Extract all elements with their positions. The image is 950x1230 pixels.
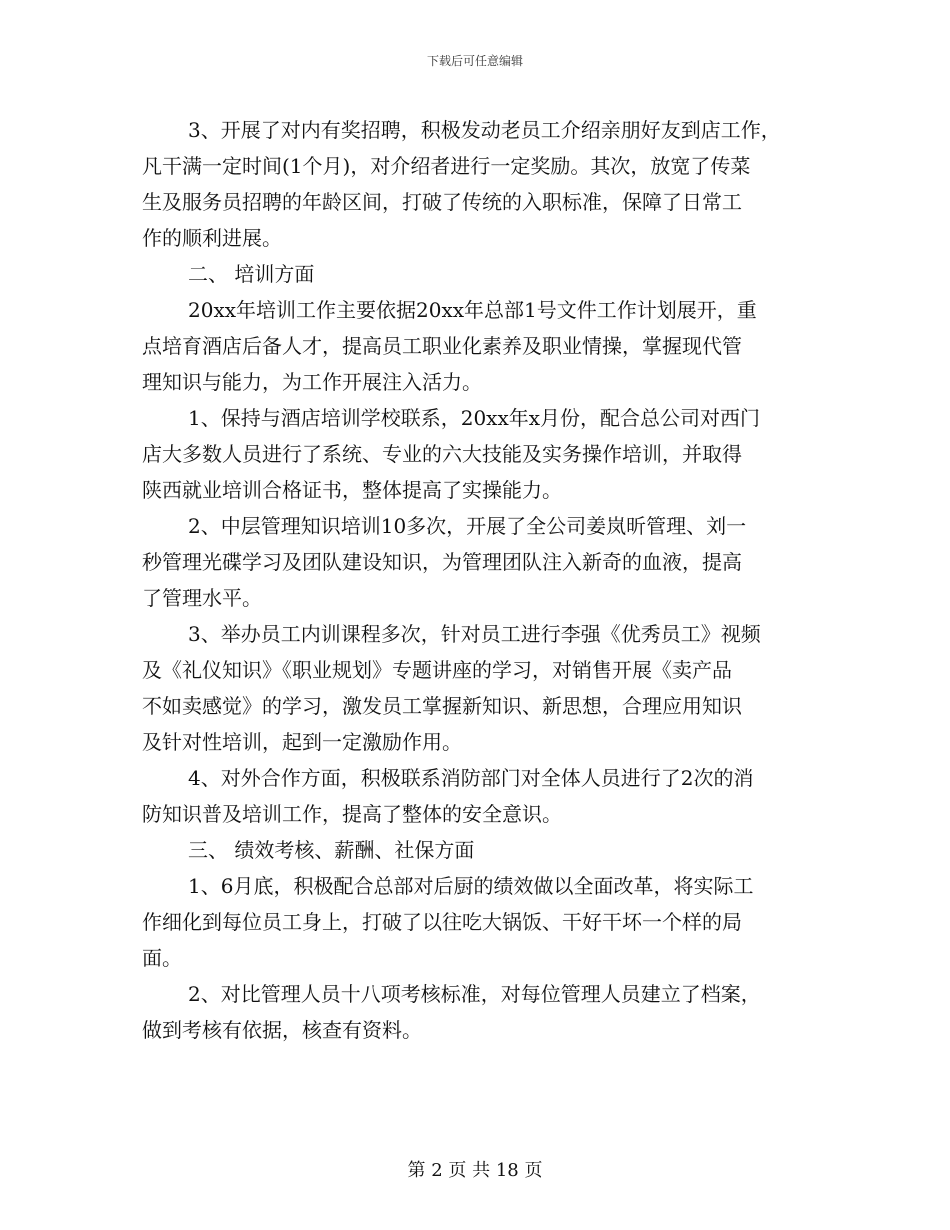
text-line: 及针对性培训，起到一定激励作用。 xyxy=(142,730,462,754)
text-line: 理知识与能力，为工作开展注入活力。 xyxy=(142,370,482,394)
page-number-footer: 第 2 页 共 18 页 xyxy=(407,1160,543,1181)
text-line: 秒管理光碟学习及团队建设知识，为管理团队注入新奇的血液，提高 xyxy=(142,550,742,574)
text-line: 店大多数人员进行了系统、专业的六大技能及实务操作培训，并取得 xyxy=(142,442,742,466)
text-line: 1、保持与酒店培训学校联系，20xx年x月份，配合总公司对西门 xyxy=(188,406,761,430)
text-line: 生及服务员招聘的年龄区间，打破了传统的入职标准，保障了日常工 xyxy=(142,190,742,214)
text-line: 作的顺利进展。 xyxy=(142,226,282,250)
text-line: 3、举办员工内训课程多次，针对员工进行李强《优秀员工》视频 xyxy=(188,622,761,646)
text-line: 及《礼仪知识》《职业规划》专题讲座的学习，对销售开展《卖产品 xyxy=(142,658,732,682)
text-line: 三、 绩效考核、薪酬、社保方面 xyxy=(188,838,475,862)
text-line: 2、中层管理知识培训10多次，开展了全公司姜岚昕管理、刘一 xyxy=(188,514,747,538)
text-line: 了管理水平。 xyxy=(142,586,262,610)
text-line: 陕西就业培训合格证书，整体提高了实操能力。 xyxy=(142,478,562,502)
text-line: 不如卖感觉》的学习，激发员工掌握新知识、新思想，合理应用知识 xyxy=(142,694,742,718)
text-line: 点培育酒店后备人才，提高员工职业化素养及职业情操，掌握现代管 xyxy=(142,334,742,358)
text-line: 4、对外合作方面，积极联系消防部门对全体人员进行了2次的消 xyxy=(188,766,754,790)
text-line: 1、6月底，积极配合总部对后厨的绩效做以全面改革，将实际工 xyxy=(188,874,754,898)
text-line: 二、 培训方面 xyxy=(188,262,315,286)
text-line: 面。 xyxy=(142,946,182,970)
text-line: 2、对比管理人员十八项考核标准，对每位管理人员建立了档案， xyxy=(188,982,761,1006)
document-body xyxy=(142,112,812,1048)
text-line: 作细化到每位员工身上，打破了以往吃大锅饭、干好干坏一个样的局 xyxy=(142,910,742,934)
text-line: 防知识普及培训工作，提高了整体的安全意识。 xyxy=(142,802,562,826)
text-line: 做到考核有依据，核查有资料。 xyxy=(142,1018,422,1042)
text-line: 20xx年培训工作主要依据20xx年总部1号文件工作计划展开，重 xyxy=(188,298,757,322)
page-header-note: 下载后可任意编辑 xyxy=(426,54,523,68)
text-line: 凡干满一定时间(1个月)，对介绍者进行一定奖励。其次，放宽了传菜 xyxy=(142,154,751,178)
text-line: 3、开展了对内有奖招聘，积极发动老员工介绍亲朋好友到店工作， xyxy=(188,118,781,142)
